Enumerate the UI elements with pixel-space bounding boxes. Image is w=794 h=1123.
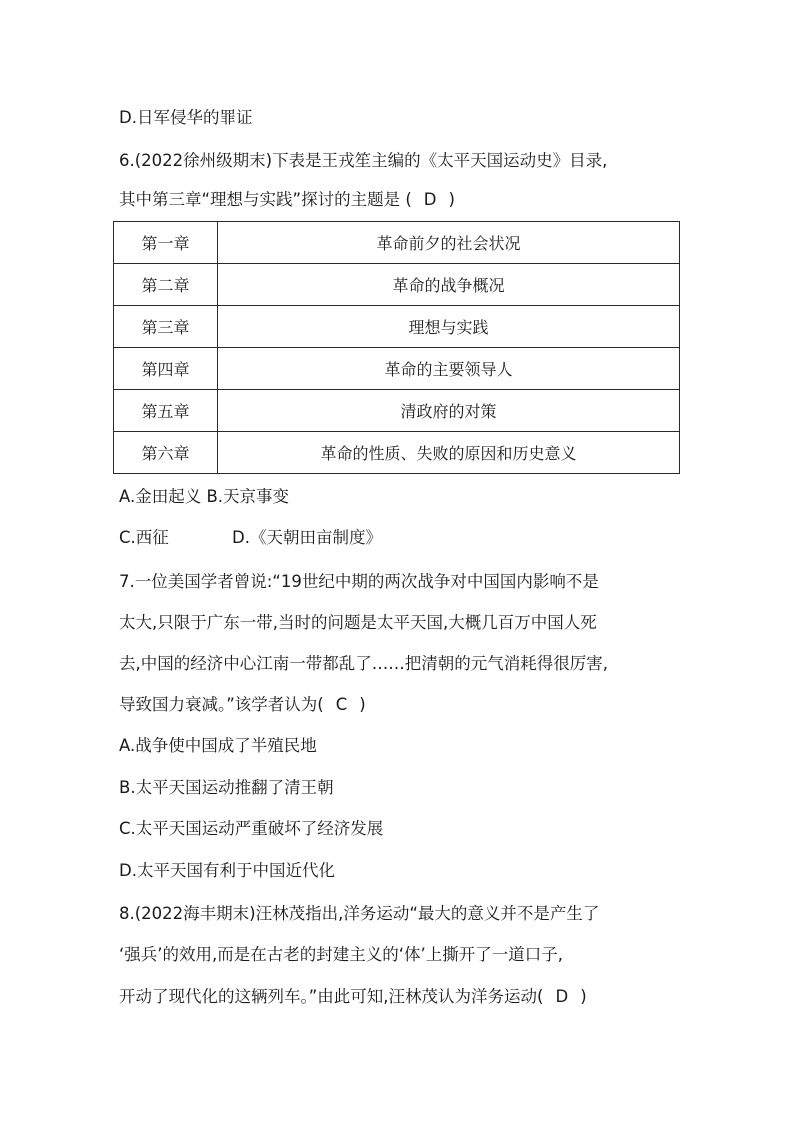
table-row: [114, 222, 680, 264]
table-row: [114, 390, 680, 432]
chapter-number-cell: 第四章: [114, 348, 218, 390]
question-8-stem-line-3: [119, 986, 587, 1008]
question-6-answer: D: [423, 190, 437, 209]
chapter-number-cell: 第二章: [114, 264, 218, 306]
question-7-option-a: A.战争使中国成了半殖民地: [119, 736, 317, 755]
chapter-title-cell: 清政府的对策: [218, 390, 680, 432]
question-8-stem-close: ): [580, 987, 587, 1006]
book-contents-table: [113, 221, 680, 474]
question-7-answer: C: [335, 695, 348, 714]
question-8-stem-line-2: ‘强兵’的效用,而是在古老的封建主义的‘体’上撕开了一道口子,: [119, 945, 563, 964]
question-7-stem-text: 导致国力衰减。”该学者认为(: [119, 695, 324, 714]
question-8-answer: D: [555, 987, 569, 1006]
question-7-option-b: B.太平天国运动推翻了清王朝: [119, 778, 334, 797]
chapter-number-cell: 第六章: [114, 432, 218, 474]
table-row: [114, 432, 680, 474]
table-row: [114, 348, 680, 390]
question-6-option-d: D.《天朝田亩制度》: [232, 528, 382, 547]
chapter-number-cell: 第一章: [114, 222, 218, 264]
question-8-stem-line-1: 8.(2022海丰期末)汪林茂指出,洋务运动“最大的意义并不是产生了: [119, 904, 600, 923]
question-7-stem-line-4: [119, 694, 366, 716]
question-7-stem-line-2: 太大,只限于广东一带,当时的问题是太平天国,大概几百万中国人死: [119, 613, 597, 632]
chapter-number-cell: 第五章: [114, 390, 218, 432]
question-7-stem-line-1: 7.一位美国学者曾说:“19世纪中期的两次战争对中国国内影响不是: [119, 572, 599, 591]
chapter-title-cell: 革命的战争概况: [218, 264, 680, 306]
question-7-option-c: C.太平天国运动严重破坏了经济发展: [119, 819, 384, 838]
chapter-number-cell: 第三章: [114, 306, 218, 348]
chapter-title-cell: 革命的性质、失败的原因和历史意义: [218, 432, 680, 474]
table-row: [114, 264, 680, 306]
question-6-stem-line-1: 6.(2022徐州级期末)下表是王戎笙主编的《太平天国运动史》目录,: [119, 151, 608, 170]
question-7-stem-line-3: 去,中国的经济中心江南一带都乱了……把清朝的元气消耗得很厉害,: [119, 654, 608, 673]
question-6-options-ab: A.金田起义 B.天京事变: [119, 487, 290, 506]
chapter-title-cell: 理想与实践: [218, 306, 680, 348]
chapter-title-cell: 革命的主要领导人: [218, 348, 680, 390]
question-6-stem-text: 其中第三章“理想与实践”探讨的主题是 (: [119, 190, 412, 209]
question-6-stem-line-2: [119, 189, 455, 211]
question-6-stem-close: ): [448, 190, 455, 209]
question-6-option-c: C.西征: [119, 528, 169, 547]
table-row: [114, 306, 680, 348]
question-7-stem-close: ): [359, 695, 366, 714]
question-7-option-d: D.太平天国有利于中国近代化: [119, 861, 335, 880]
chapter-title-cell: 革命前夕的社会状况: [218, 222, 680, 264]
question-8-stem-text: 开动了现代化的这辆列车。”由此可知,汪林茂认为洋务运动(: [119, 987, 544, 1006]
question-5-option-d: D.日军侵华的罪证: [119, 108, 253, 127]
